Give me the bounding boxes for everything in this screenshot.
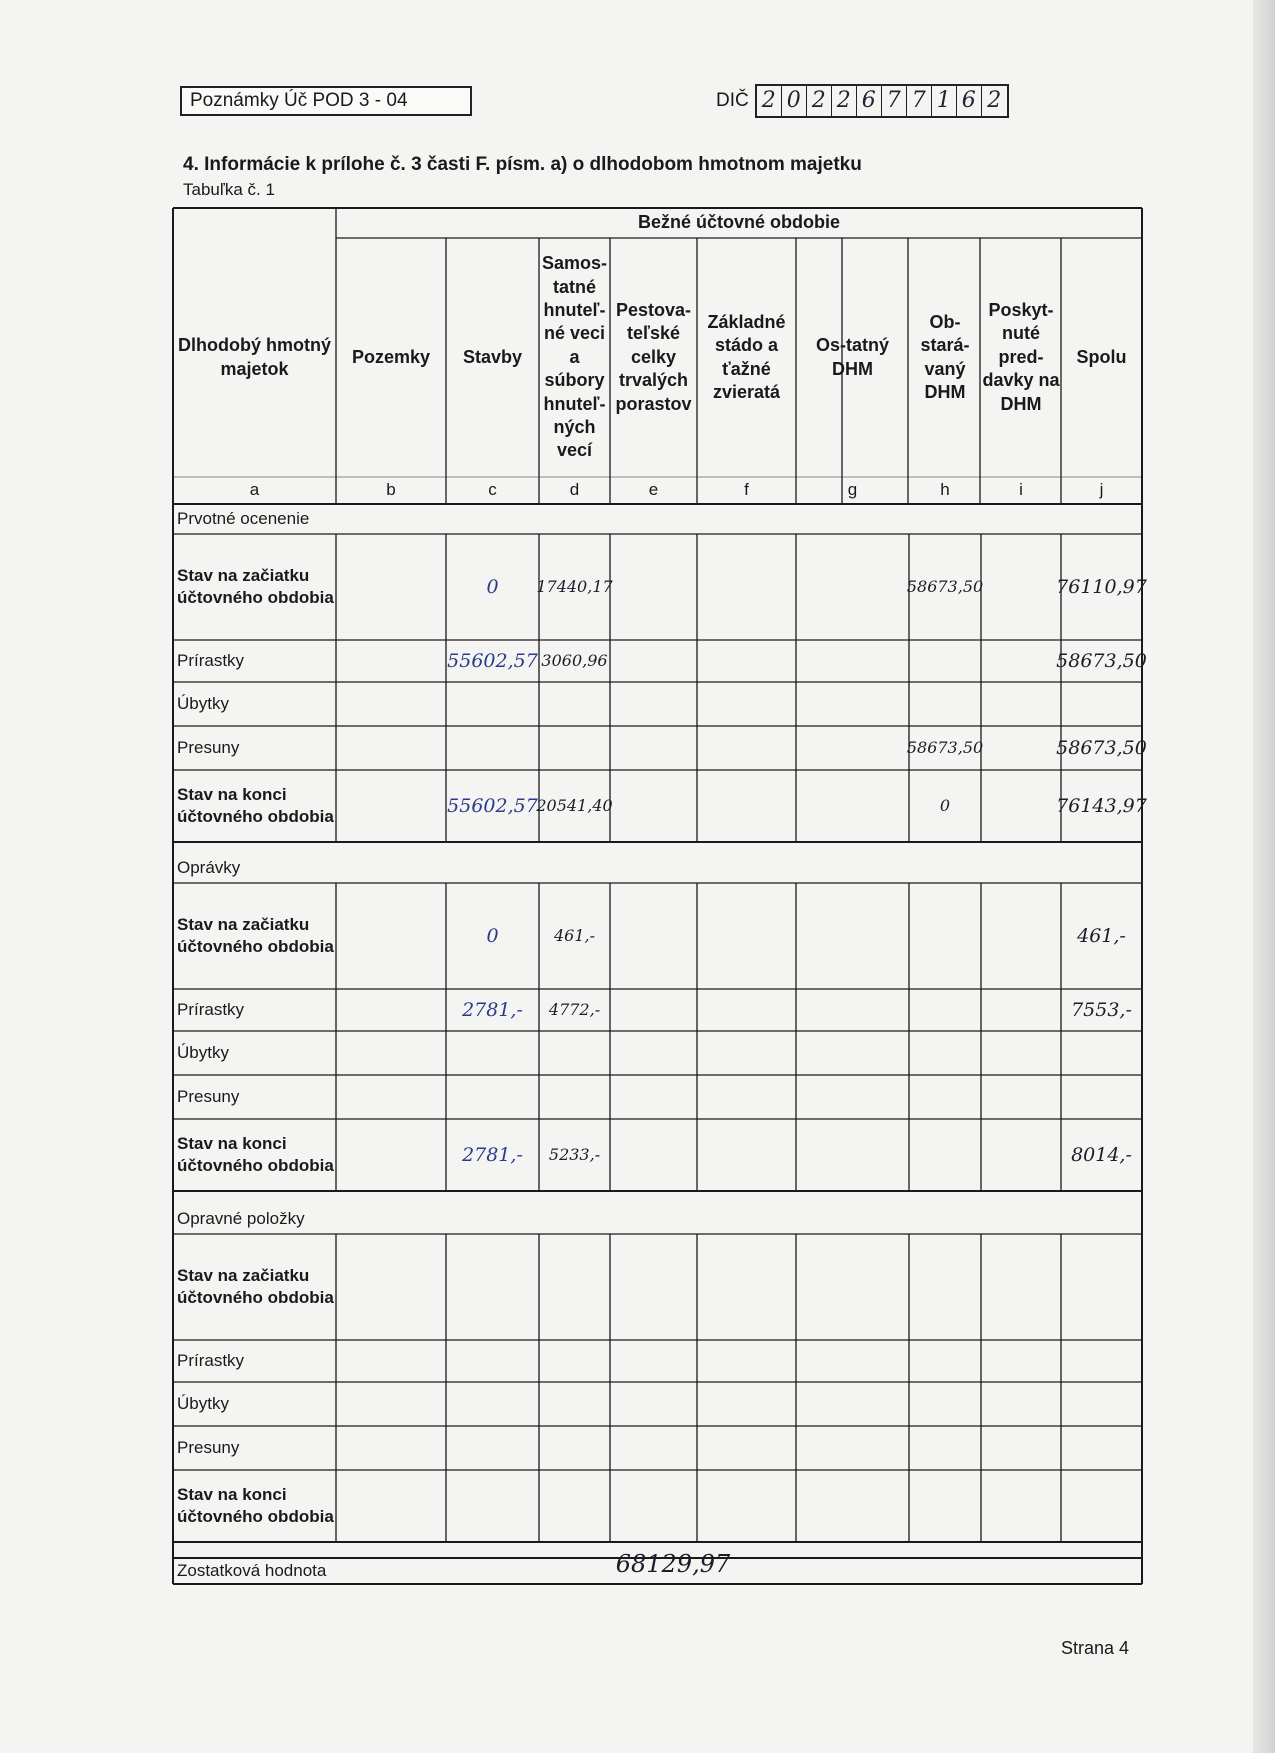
dic-digit: 7 [907,86,932,116]
column-letter-d: d [569,480,580,500]
dic-digit: 2 [757,86,782,116]
page-number: Strana 4 [1061,1638,1130,1658]
row-label: Úbytky [177,1042,229,1062]
row-label: Presuny [177,1086,240,1106]
column-letter-j: j [1099,480,1104,500]
value-cell-j: 76110,97 [1056,575,1147,598]
row-label: Presuny [177,737,240,757]
row-label: Stav na konci účtovného obdobia [177,1133,334,1175]
value-cell-j: 461,- [1077,924,1126,947]
row-label: Prírastky [177,999,245,1019]
column-letter-b: b [386,480,396,500]
residual-value: 68129,97 [615,1550,731,1579]
value-cell-j: 58673,50 [1056,736,1147,759]
value-cell-j: 8014,- [1071,1143,1132,1166]
value-cell-c: 2781,- [462,1143,523,1166]
column-letter-i: i [1019,480,1023,500]
section-title-row: Prvotné ocenenie [177,508,310,528]
column-header-c: Stavby [462,346,523,367]
period-header: Bežné účtovné obdobie [637,212,841,233]
column-header-f: Základné stádo a ťažné zvieratá [707,311,786,402]
table-label: Tabuľka č. 1 [183,180,275,199]
dic-digit: 6 [957,86,982,116]
column-letter-f: f [744,480,749,500]
column-letter-c: c [488,480,497,500]
residual-label: Zostatková hodnota [177,1560,327,1580]
column-header-j: Spolu [1076,346,1127,367]
value-cell-j: 7553,- [1071,998,1132,1021]
value-cell-d: 17440,17 [536,576,613,596]
column-header-h: Ob-stará-vaný DHM [920,311,970,402]
section-title-row: Opravné položky [177,1208,305,1228]
row-label: Stav na konci účtovného obdobia [177,784,334,826]
row-label: Úbytky [177,693,229,713]
column-header-i: Poskyt-nuté pred-davky na DHM [982,300,1060,414]
dic-digit: 0 [782,86,807,116]
dic-digit: 6 [857,86,882,116]
dic-boxes [755,84,1009,118]
column-header-a: Dlhodobý hmotný majetok [178,335,331,379]
value-cell-c: 55602,57 [447,794,538,817]
dic-digit: 2 [807,86,832,116]
dic-digit: 2 [832,86,857,116]
value-cell-c: 0 [486,575,499,598]
row-label: Úbytky [177,1393,229,1413]
dic-field [716,84,1009,118]
row-label: Stav na začiatku účtovného obdobia [177,565,334,607]
row-label: Prírastky [177,650,245,670]
row-label: Stav na konci účtovného obdobia [177,1484,334,1526]
row-label: Stav na začiatku účtovného obdobia [177,1265,334,1307]
row-label: Presuny [177,1437,240,1457]
section-title-row: Oprávky [177,857,241,877]
column-letter-e: e [648,480,659,500]
dic-label: DIČ [716,90,749,111]
form-id-box: Poznámky Úč POD 3 - 04 [180,86,472,116]
dic-digit: 1 [932,86,957,116]
value-cell-c: 2781,- [462,998,523,1021]
section-title: 4. Informácie k prílohe č. 3 časti F. písm. a) o dlhodobom hmotnom majetku [183,154,862,175]
value-cell-h: 58673,50 [906,737,984,757]
dhm-table [173,208,1147,1584]
value-cell-c: 55602,57 [447,649,538,672]
column-letter-a: a [249,480,260,500]
column-header-d: Samos-tatné hnuteľ-né veci a súbory hnuteľ-ných vecí [541,253,608,461]
row-label: Stav na začiatku účtovného obdobia [177,914,334,956]
value-cell-d: 5233,- [548,1144,601,1164]
dic-digit: 2 [987,88,1002,113]
column-header-g: Os-tatný DHM [815,335,889,379]
value-cell-h: 58673,50 [906,576,984,596]
value-cell-c: 0 [486,924,499,947]
column-letter-g: g [847,480,858,500]
value-cell-h: 0 [939,795,951,815]
value-cell-d: 461,- [553,925,596,945]
column-header-b: Pozemky [351,346,431,367]
value-cell-d: 3060,96 [541,650,608,670]
column-letter-h: h [940,480,950,500]
value-cell-j: 76143,97 [1056,794,1147,817]
value-cell-d: 20541,40 [536,795,613,815]
value-cell-d: 4772,- [548,999,601,1019]
dic-digit: 7 [882,86,907,116]
column-header-e: Pestova-teľské celky trvalých porastov [615,300,692,414]
value-cell-j: 58673,50 [1056,649,1147,672]
row-label: Prírastky [177,1350,245,1370]
page-edge [1253,0,1275,1753]
